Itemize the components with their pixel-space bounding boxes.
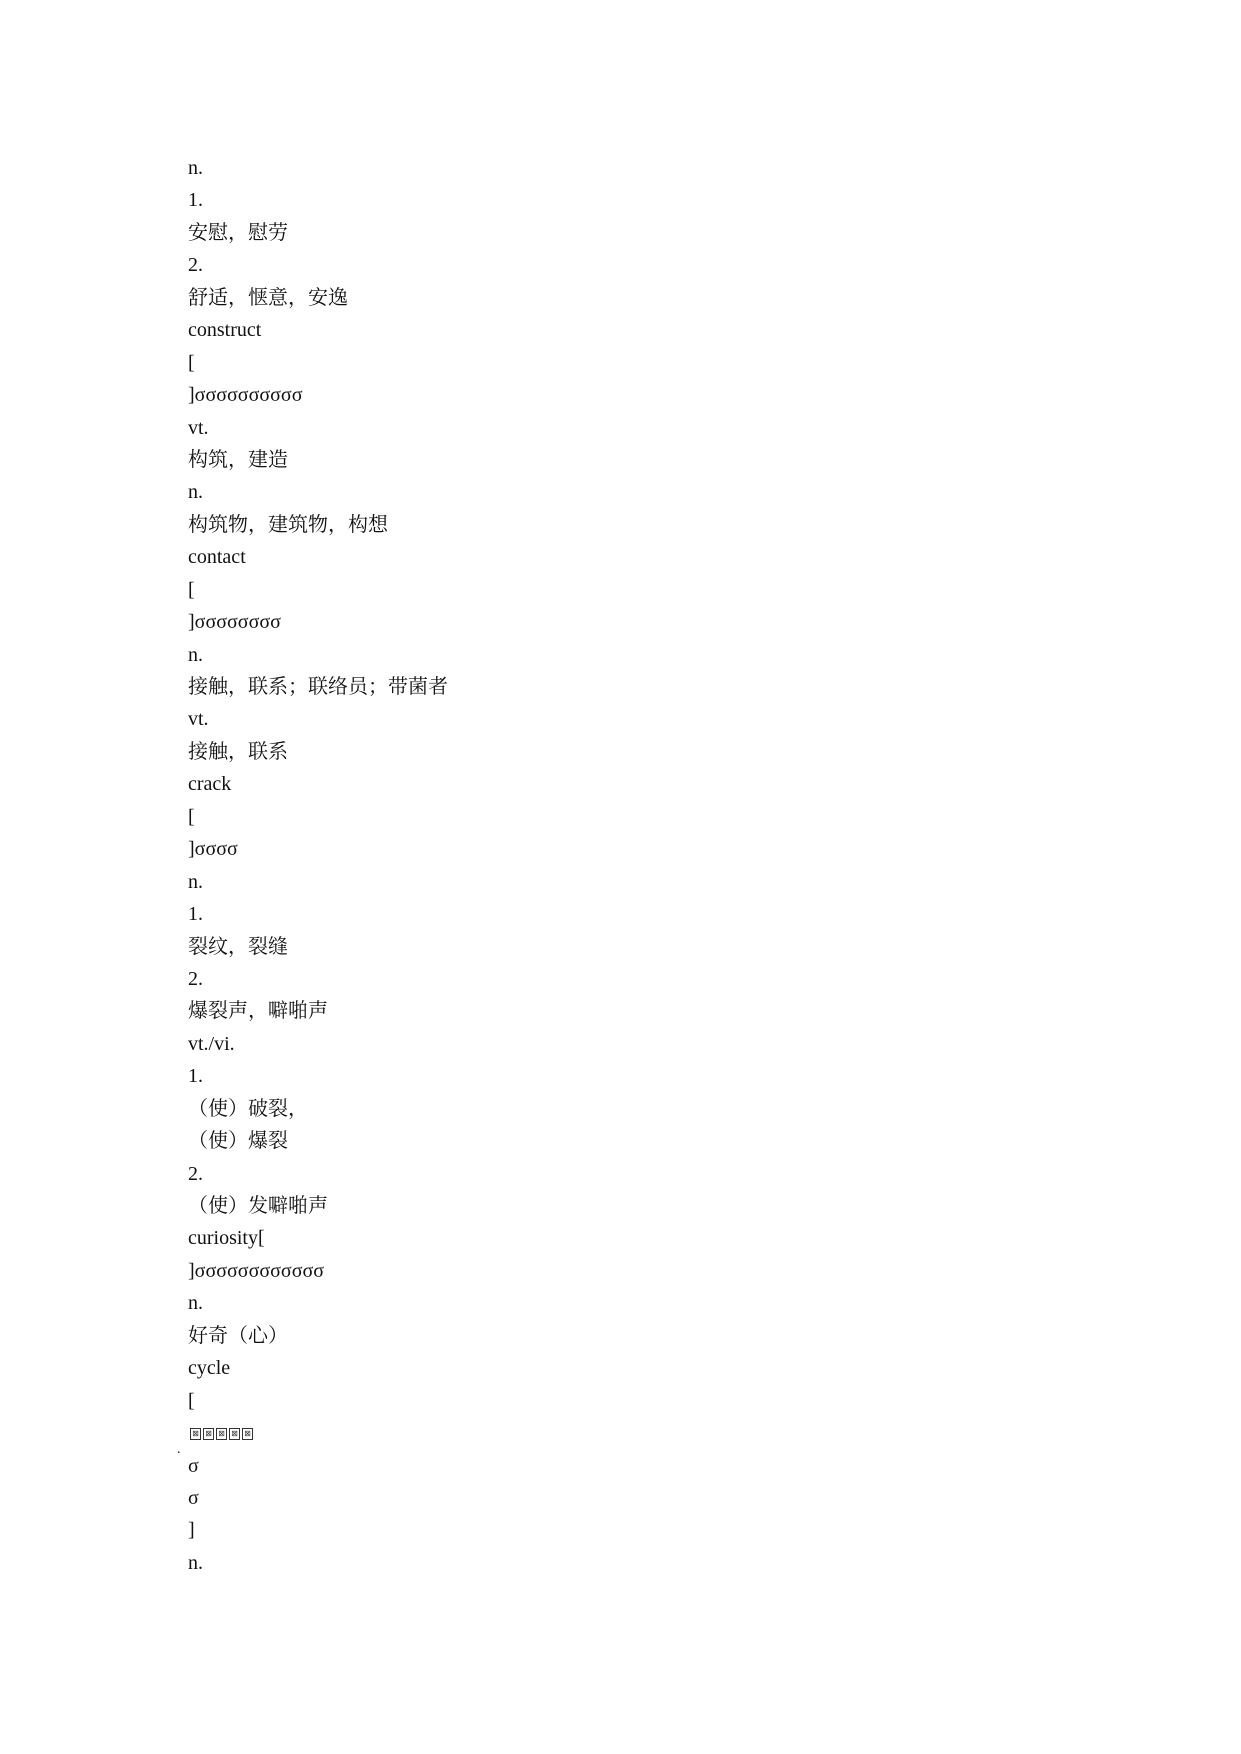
- text-line: [: [188, 351, 195, 374]
- text-line: n.: [188, 1292, 203, 1315]
- text-line: σ: [188, 1486, 199, 1509]
- missing-glyph-box: ⊠: [216, 1428, 227, 1440]
- text-line: ]: [188, 1519, 195, 1542]
- text-line: 构筑，建造: [188, 448, 288, 471]
- text-line: curiosity[: [188, 1227, 265, 1250]
- text-line: 2.: [188, 1162, 203, 1185]
- text-line: crack: [188, 773, 232, 796]
- text-line: σ: [188, 1454, 199, 1477]
- text-line: ]σσσσσσσσ: [188, 611, 281, 634]
- text-line: [: [188, 1389, 195, 1412]
- text-line: 裂纹，裂缝: [188, 935, 288, 958]
- text-line: cycle: [188, 1357, 231, 1380]
- text-line: 接触，联系；联络员；带菌者: [188, 676, 448, 698]
- text-line: n.: [188, 870, 203, 893]
- text-line: n.: [188, 1551, 203, 1574]
- text-line: construct: [188, 319, 262, 342]
- text-line: [: [188, 805, 195, 828]
- text-line: 接触，联系: [188, 740, 288, 763]
- text-line: ]σσσσ: [188, 838, 238, 861]
- text-line: vt.: [188, 416, 209, 439]
- text-line: vt.: [188, 708, 209, 731]
- text-line: ]σσσσσσσσσσσσ: [188, 1259, 325, 1282]
- text-line: 安慰，慰劳: [188, 221, 288, 244]
- text-line: 好奇（心）: [188, 1324, 288, 1347]
- text-line: 1.: [188, 1065, 203, 1088]
- text-line: 1.: [188, 903, 203, 926]
- missing-glyph-box: ⊠: [203, 1428, 214, 1440]
- text-line: [: [188, 578, 195, 601]
- text-column: [188, 152, 1088, 1579]
- text-line: 舒适，惬意，安逸: [188, 286, 348, 309]
- text-line: 2.: [188, 254, 203, 277]
- text-line: contact: [188, 546, 246, 569]
- text-line: （使）破裂，: [188, 1097, 308, 1120]
- missing-glyph-row: [190, 1428, 253, 1440]
- text-line: n.: [188, 157, 203, 179]
- text-line: （使）发噼啪声: [188, 1195, 328, 1217]
- text-line: 2.: [188, 967, 203, 990]
- text-line: n.: [188, 643, 203, 666]
- text-line: 1.: [188, 189, 203, 212]
- text-line: [188, 1417, 1088, 1449]
- text-line: ]σσσσσσσσσσ: [188, 384, 303, 407]
- text-line: n.: [188, 481, 203, 504]
- missing-glyph-box: ⊠: [242, 1428, 253, 1440]
- missing-glyph-box: ⊠: [190, 1428, 201, 1440]
- text-line: 构筑物，建筑物，构想: [188, 513, 388, 536]
- dot-mark: .: [177, 1442, 181, 1457]
- text-line: vt./vi.: [188, 1032, 235, 1055]
- missing-glyph-box: ⊠: [229, 1428, 240, 1440]
- text-line: （使）爆裂: [188, 1130, 288, 1153]
- text-line: 爆裂声，噼啪声: [188, 1000, 328, 1023]
